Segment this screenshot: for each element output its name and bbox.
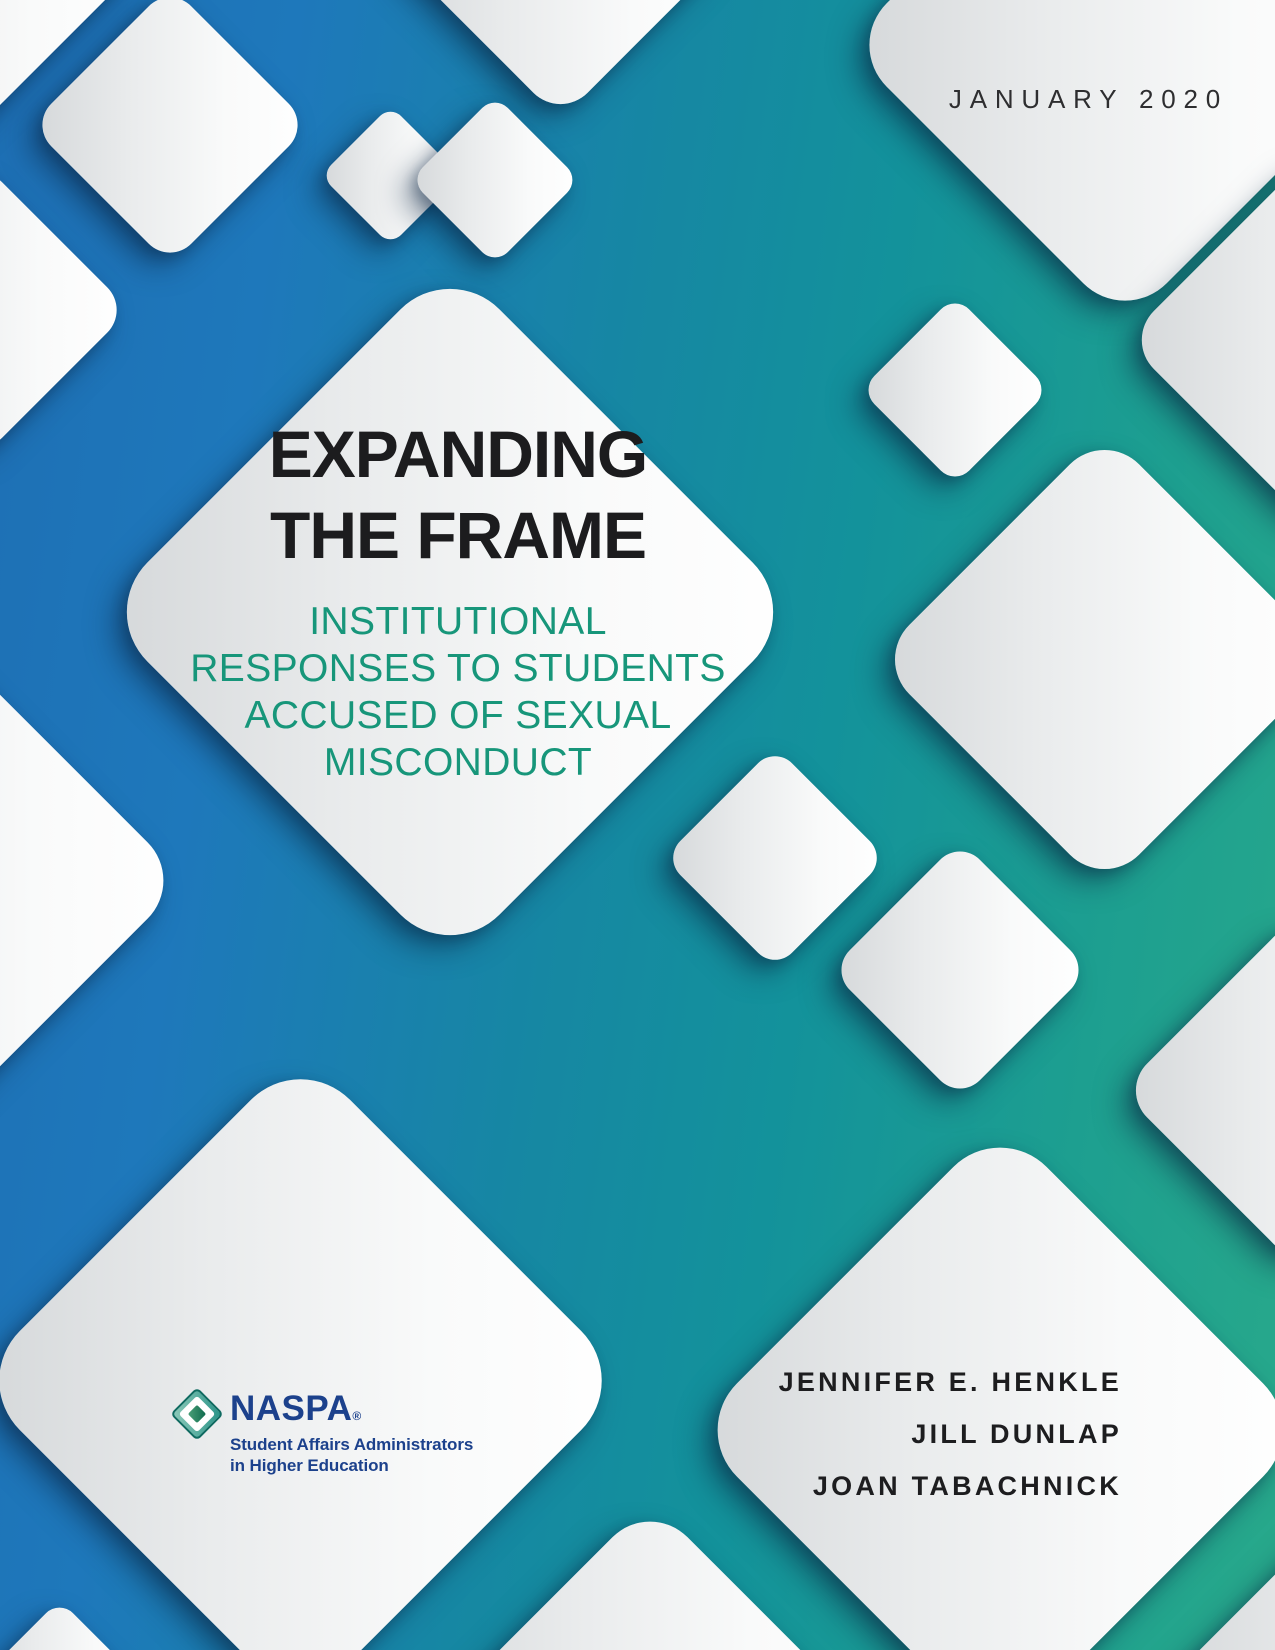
background-diamond xyxy=(0,1050,631,1650)
author-name: JENNIFER E. HENKLE xyxy=(778,1367,1122,1397)
background-diamond xyxy=(830,840,1090,1100)
registered-trademark: ® xyxy=(352,1409,362,1423)
background-diamond xyxy=(380,0,741,120)
naspa-diamond-icon-ring xyxy=(179,1396,216,1433)
naspa-diamond-icon-core xyxy=(188,1405,206,1423)
naspa-logo xyxy=(178,1391,473,1476)
naspa-diamond-icon xyxy=(170,1387,224,1441)
report-subtitle-line: RESPONSES TO STUDENTS xyxy=(190,647,726,690)
naspa-logo-text xyxy=(230,1391,473,1476)
report-title-line-1: EXPANDING xyxy=(268,417,648,491)
background-diamond xyxy=(860,295,1050,485)
naspa-wordmark: NASPA® xyxy=(230,1389,362,1428)
issue-date: JANUARY 2020 xyxy=(948,84,1228,114)
background-diamond xyxy=(410,95,580,265)
report-subtitle-line: INSTITUTIONAL xyxy=(309,600,607,643)
report-title-line-2: THE FRAME xyxy=(270,498,646,572)
background-diamond xyxy=(1120,910,1275,1271)
author-list xyxy=(779,1356,1122,1512)
report-subtitle-line: ACCUSED OF SEXUAL xyxy=(244,694,672,737)
naspa-tagline-line: in Higher Education xyxy=(230,1456,389,1475)
background-diamond xyxy=(875,430,1275,890)
report-subtitle xyxy=(138,598,778,786)
report-subtitle-line: MISCONDUCT xyxy=(323,741,593,784)
author-name: JOAN TABACHNICK xyxy=(812,1471,1122,1501)
naspa-tagline-line: Student Affairs Administrators xyxy=(230,1435,474,1454)
author-name: JILL DUNLAP xyxy=(911,1419,1122,1449)
background-diamond xyxy=(0,1600,149,1650)
report-title xyxy=(138,414,778,576)
background-diamond xyxy=(30,0,310,265)
